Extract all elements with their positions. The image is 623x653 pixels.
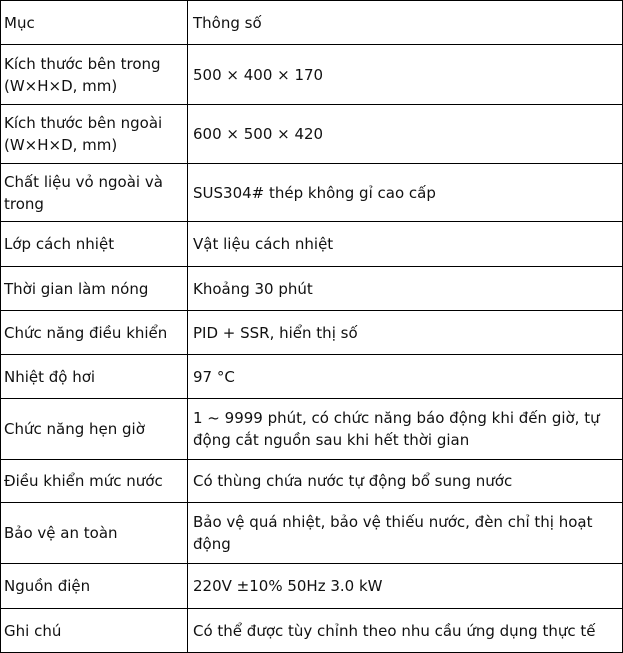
table-row <box>1 267 623 311</box>
item-cell: Nguồn điện <box>1 564 188 609</box>
table-row <box>1 460 623 503</box>
value-cell: 1 ~ 9999 phút, có chức năng báo động khi đến giờ, tự động cắt nguồn sau khi hết thời gian <box>188 399 623 460</box>
header-item-cell: Mục <box>1 1 188 45</box>
item-cell: Ghi chú <box>1 609 188 653</box>
item-cell: Chức năng hẹn giờ <box>1 399 188 460</box>
table-row <box>1 105 623 164</box>
table-row <box>1 564 623 609</box>
value-cell: 220V ±10% 50Hz 3.0 kW <box>188 564 623 609</box>
value-cell: Vật liệu cách nhiệt <box>188 222 623 267</box>
table-row <box>1 609 623 653</box>
value-cell: 97 °C <box>188 355 623 399</box>
value-cell: PID + SSR, hiển thị số <box>188 311 623 355</box>
table-row <box>1 355 623 399</box>
item-cell: Thời gian làm nóng <box>1 267 188 311</box>
table-row <box>1 164 623 222</box>
value-cell: 500 × 400 × 170 <box>188 45 623 105</box>
item-cell: Lớp cách nhiệt <box>1 222 188 267</box>
item-cell: Nhiệt độ hơi <box>1 355 188 399</box>
table-row <box>1 222 623 267</box>
value-cell: 600 × 500 × 420 <box>188 105 623 164</box>
table-row <box>1 399 623 460</box>
table-header-row <box>1 1 623 45</box>
value-cell: Khoảng 30 phút <box>188 267 623 311</box>
value-cell: Bảo vệ quá nhiệt, bảo vệ thiếu nước, đèn chỉ thị hoạt động <box>188 503 623 564</box>
value-cell: SUS304# thép không gỉ cao cấp <box>188 164 623 222</box>
table-row <box>1 45 623 105</box>
table-row <box>1 311 623 355</box>
item-cell: Kích thước bên trong (W×H×D, mm) <box>1 45 188 105</box>
value-cell: Có thùng chứa nước tự động bổ sung nước <box>188 460 623 503</box>
item-cell: Bảo vệ an toàn <box>1 503 188 564</box>
item-cell: Kích thước bên ngoài (W×H×D, mm) <box>1 105 188 164</box>
item-cell: Điều khiển mức nước <box>1 460 188 503</box>
header-value-cell: Thông số <box>188 1 623 45</box>
item-cell: Chức năng điều khiển <box>1 311 188 355</box>
table-row <box>1 503 623 564</box>
item-cell: Chất liệu vỏ ngoài và trong <box>1 164 188 222</box>
value-cell: Có thể được tùy chỉnh theo nhu cầu ứng dụng thực tế <box>188 609 623 653</box>
